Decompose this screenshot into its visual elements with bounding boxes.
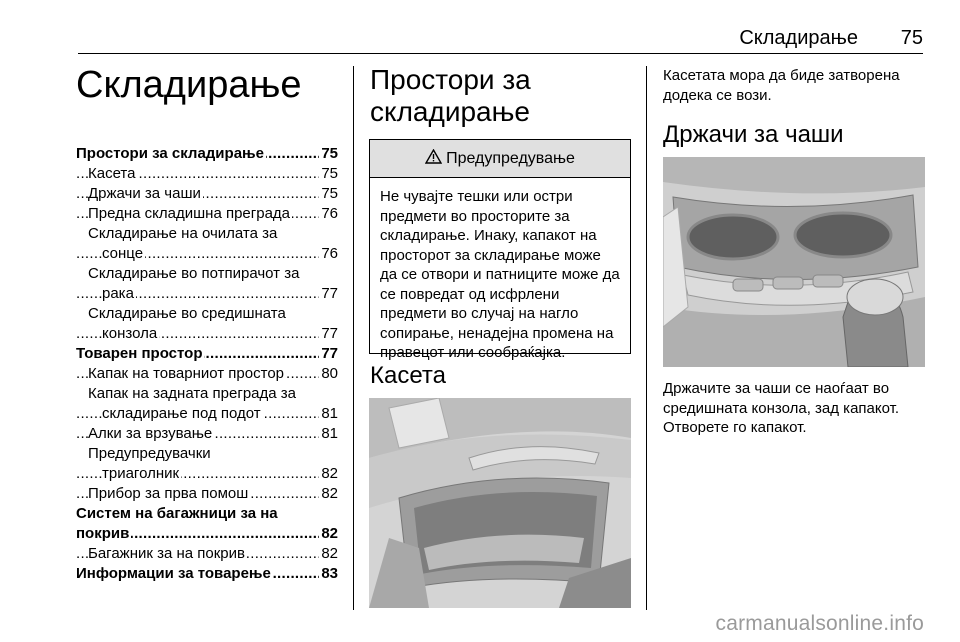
toc-entry-label: конзола: [102, 325, 158, 342]
toc-entry-page: 82: [321, 465, 338, 482]
toc-entry-label: Предна складишна преграда: [88, 205, 291, 222]
toc-entry[interactable]: [76, 384, 338, 404]
toc-entry[interactable]: [76, 144, 338, 164]
toc-entry-label: Складирање во средишната: [88, 305, 286, 322]
toc-entry-page: 82: [321, 485, 338, 502]
toc-entry-label: покрив: [76, 525, 130, 542]
toc-entry-label: триаголник: [102, 465, 180, 482]
toc-entry[interactable]: [76, 204, 338, 224]
toc-entry[interactable]: [76, 244, 338, 264]
toc-entry[interactable]: [76, 184, 338, 204]
toc-entry[interactable]: [76, 404, 338, 424]
toc-entry-page: 75: [321, 165, 338, 182]
toc-entry[interactable]: [76, 564, 338, 584]
table-of-contents: [76, 144, 338, 584]
toc-entry[interactable]: [76, 444, 338, 464]
column-divider-2: [646, 66, 647, 610]
toc-entry-label: Капак на задната преграда за: [88, 385, 296, 402]
toc-entry-label: Касета: [88, 165, 136, 182]
warning-box: [369, 139, 631, 361]
toc-entry-page: 75: [321, 185, 338, 202]
toc-entry-label: Багажник за на покрив: [88, 545, 245, 562]
toc-entry-label: складирање под подот: [102, 405, 261, 422]
toc-entry-page: 75: [321, 145, 338, 162]
toc-entry-label: сонце: [102, 245, 144, 262]
toc-entry-page: 77: [321, 345, 338, 362]
page-number: 75: [900, 27, 923, 49]
toc-entry[interactable]: [76, 224, 338, 244]
toc-entry-page: 81: [321, 425, 338, 442]
column-divider-1: [353, 66, 354, 610]
toc-entry-page: 80: [321, 365, 338, 382]
warning-heading: Предупредување: [370, 140, 630, 178]
chapter-title: Складирање: [76, 64, 302, 106]
running-header-title: Складирање: [739, 27, 858, 49]
toc-entry[interactable]: [76, 264, 338, 284]
glovebox-heading: Касета: [370, 362, 446, 389]
section-title: Простори за складирање: [370, 64, 531, 127]
toc-entry-page: 77: [321, 285, 338, 302]
toc-entry-label: Систем на багажници за на: [76, 505, 278, 522]
toc-entry-label: Држачи за чаши: [88, 185, 201, 202]
toc-entry-label: Товарен простор: [76, 345, 203, 362]
toc-entry-page: 81: [321, 405, 338, 422]
toc-entry-label: Простори за складирање: [76, 145, 264, 162]
toc-entry[interactable]: [76, 504, 338, 524]
toc-entry-label: Прибор за прва помош: [88, 485, 249, 502]
cupholders-illustration: [663, 157, 925, 367]
toc-entry[interactable]: [76, 344, 338, 364]
toc-entry-page: 83: [321, 565, 338, 582]
toc-entry[interactable]: [76, 364, 338, 384]
toc-entry[interactable]: [76, 464, 338, 484]
toc-entry-page: 76: [321, 205, 338, 222]
toc-entry-label: Информации за товарење: [76, 565, 271, 582]
warning-text: Не чувајте тешки или остри предмети во просторите за складирање. Инаку, капакот на просторот за складирање може да се отвори и патниците може да се повредат од исфрлени предмети во случај на нагло сопирање, ненадејна промена на правецот или сообраќајка.: [380, 188, 620, 361]
glovebox-note: Касетата мора да биде затворена додека се вози.: [663, 67, 900, 104]
toc-entry-label: Складирање во потпирачот за: [88, 265, 300, 282]
toc-entry[interactable]: [76, 324, 338, 344]
watermark: carmanualsonline.info: [715, 612, 924, 635]
toc-entry-label: Складирање на очилата за: [88, 225, 278, 242]
toc-entry-label: рака: [102, 285, 134, 302]
toc-entry[interactable]: [76, 424, 338, 444]
glovebox-illustration: [369, 398, 631, 608]
header-rule: [78, 53, 923, 54]
toc-entry-page: 82: [321, 545, 338, 562]
toc-entry-page: 77: [321, 325, 338, 342]
toc-entry-label: Предупредувачки: [88, 445, 211, 462]
cupholders-text: Држачите за чаши се наоѓаат во средишната конзола, зад капакот. Отворете го капакот.: [663, 380, 899, 436]
toc-entry[interactable]: [76, 524, 338, 544]
toc-entry[interactable]: [76, 284, 338, 304]
cupholders-heading: Држачи за чаши: [663, 121, 844, 148]
toc-entry-label: Капак на товарниот простор: [88, 365, 285, 382]
toc-entry[interactable]: [76, 304, 338, 324]
toc-entry[interactable]: [76, 544, 338, 564]
toc-entry[interactable]: [76, 484, 338, 504]
toc-entry-page: 76: [321, 245, 338, 262]
toc-entry-label: Алки за врзување: [88, 425, 213, 442]
toc-entry-page: 82: [321, 525, 338, 542]
toc-entry[interactable]: [76, 164, 338, 184]
warning-triangle-icon: [425, 149, 442, 169]
